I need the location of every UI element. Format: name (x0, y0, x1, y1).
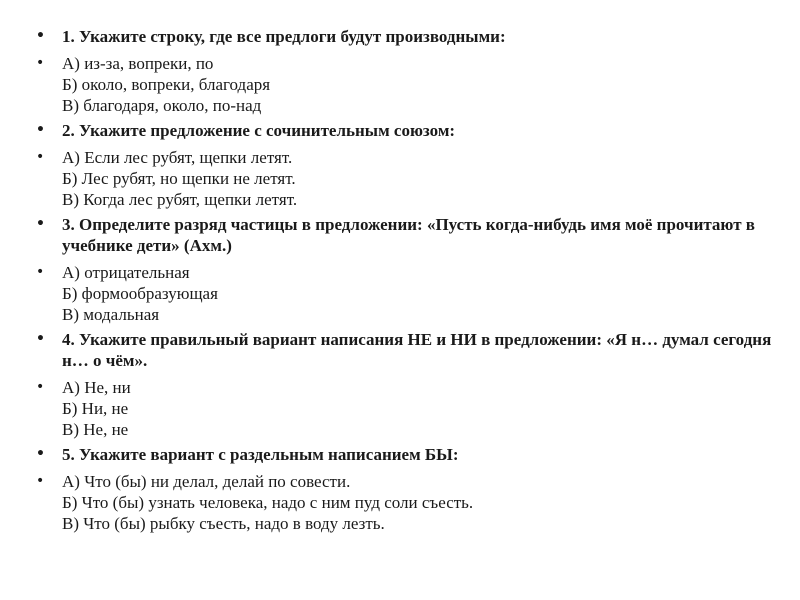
question-list (36, 26, 776, 538)
option-b: Б) Что (бы) узнать человека, надо с ним пуд соли съесть. (62, 493, 474, 512)
question-2-text: 2. Укажите предложение с сочинительным союзом: (62, 121, 456, 140)
bullet-icon: • (36, 379, 45, 395)
option-b: Б) Ни, не (62, 399, 129, 418)
option-b: Б) формообразующая (62, 284, 218, 303)
question-5 (36, 444, 776, 465)
option-a: А) Если лес рубят, щепки летят. (62, 148, 293, 167)
question-2-options (36, 147, 776, 210)
bullet-icon: • (36, 216, 45, 232)
question-1-text: 1. Укажите строку, где все предлоги будут производными: (62, 27, 506, 46)
question-5-text: 5. Укажите вариант с раздельным написанием БЫ: (62, 445, 459, 464)
question-5-options (36, 471, 776, 534)
question-3 (36, 214, 776, 256)
question-3-options (36, 262, 776, 325)
option-a: А) отрицательная (62, 263, 190, 282)
question-4-text: 4. Укажите правильный вариант написания НЕ и НИ в предложении: «Я н… думал сегодня н… о чём». (62, 330, 772, 370)
bullet-icon: • (36, 446, 45, 462)
bullet-icon: • (36, 28, 45, 44)
question-3-text: 3. Определите разряд частицы в предложении: «Пусть когда-нибудь имя моё прочитают в учебнике дети» (Ахм.) (62, 215, 755, 255)
option-c: В) модальная (62, 305, 160, 324)
question-4 (36, 329, 776, 371)
option-c: В) Не, не (62, 420, 129, 439)
bullet-icon: • (36, 264, 45, 280)
question-1-options (36, 53, 776, 116)
question-4-options (36, 377, 776, 440)
bullet-icon: • (36, 122, 45, 138)
bullet-icon: • (36, 55, 45, 71)
bullet-icon: • (36, 331, 45, 347)
option-b: Б) Лес рубят, но щепки не летят. (62, 169, 296, 188)
option-a: А) Что (бы) ни делал, делай по совести. (62, 472, 351, 491)
option-a: А) из-за, вопреки, по (62, 54, 214, 73)
option-a: А) Не, ни (62, 378, 131, 397)
option-c: В) благодаря, около, по-над (62, 96, 262, 115)
question-2 (36, 120, 776, 141)
option-c: В) Что (бы) рыбку съесть, надо в воду лезть. (62, 514, 385, 533)
question-1 (36, 26, 776, 47)
bullet-icon: • (36, 149, 45, 165)
option-b: Б) около, вопреки, благодаря (62, 75, 271, 94)
bullet-icon: • (36, 473, 45, 489)
option-c: В) Когда лес рубят, щепки летят. (62, 190, 298, 209)
